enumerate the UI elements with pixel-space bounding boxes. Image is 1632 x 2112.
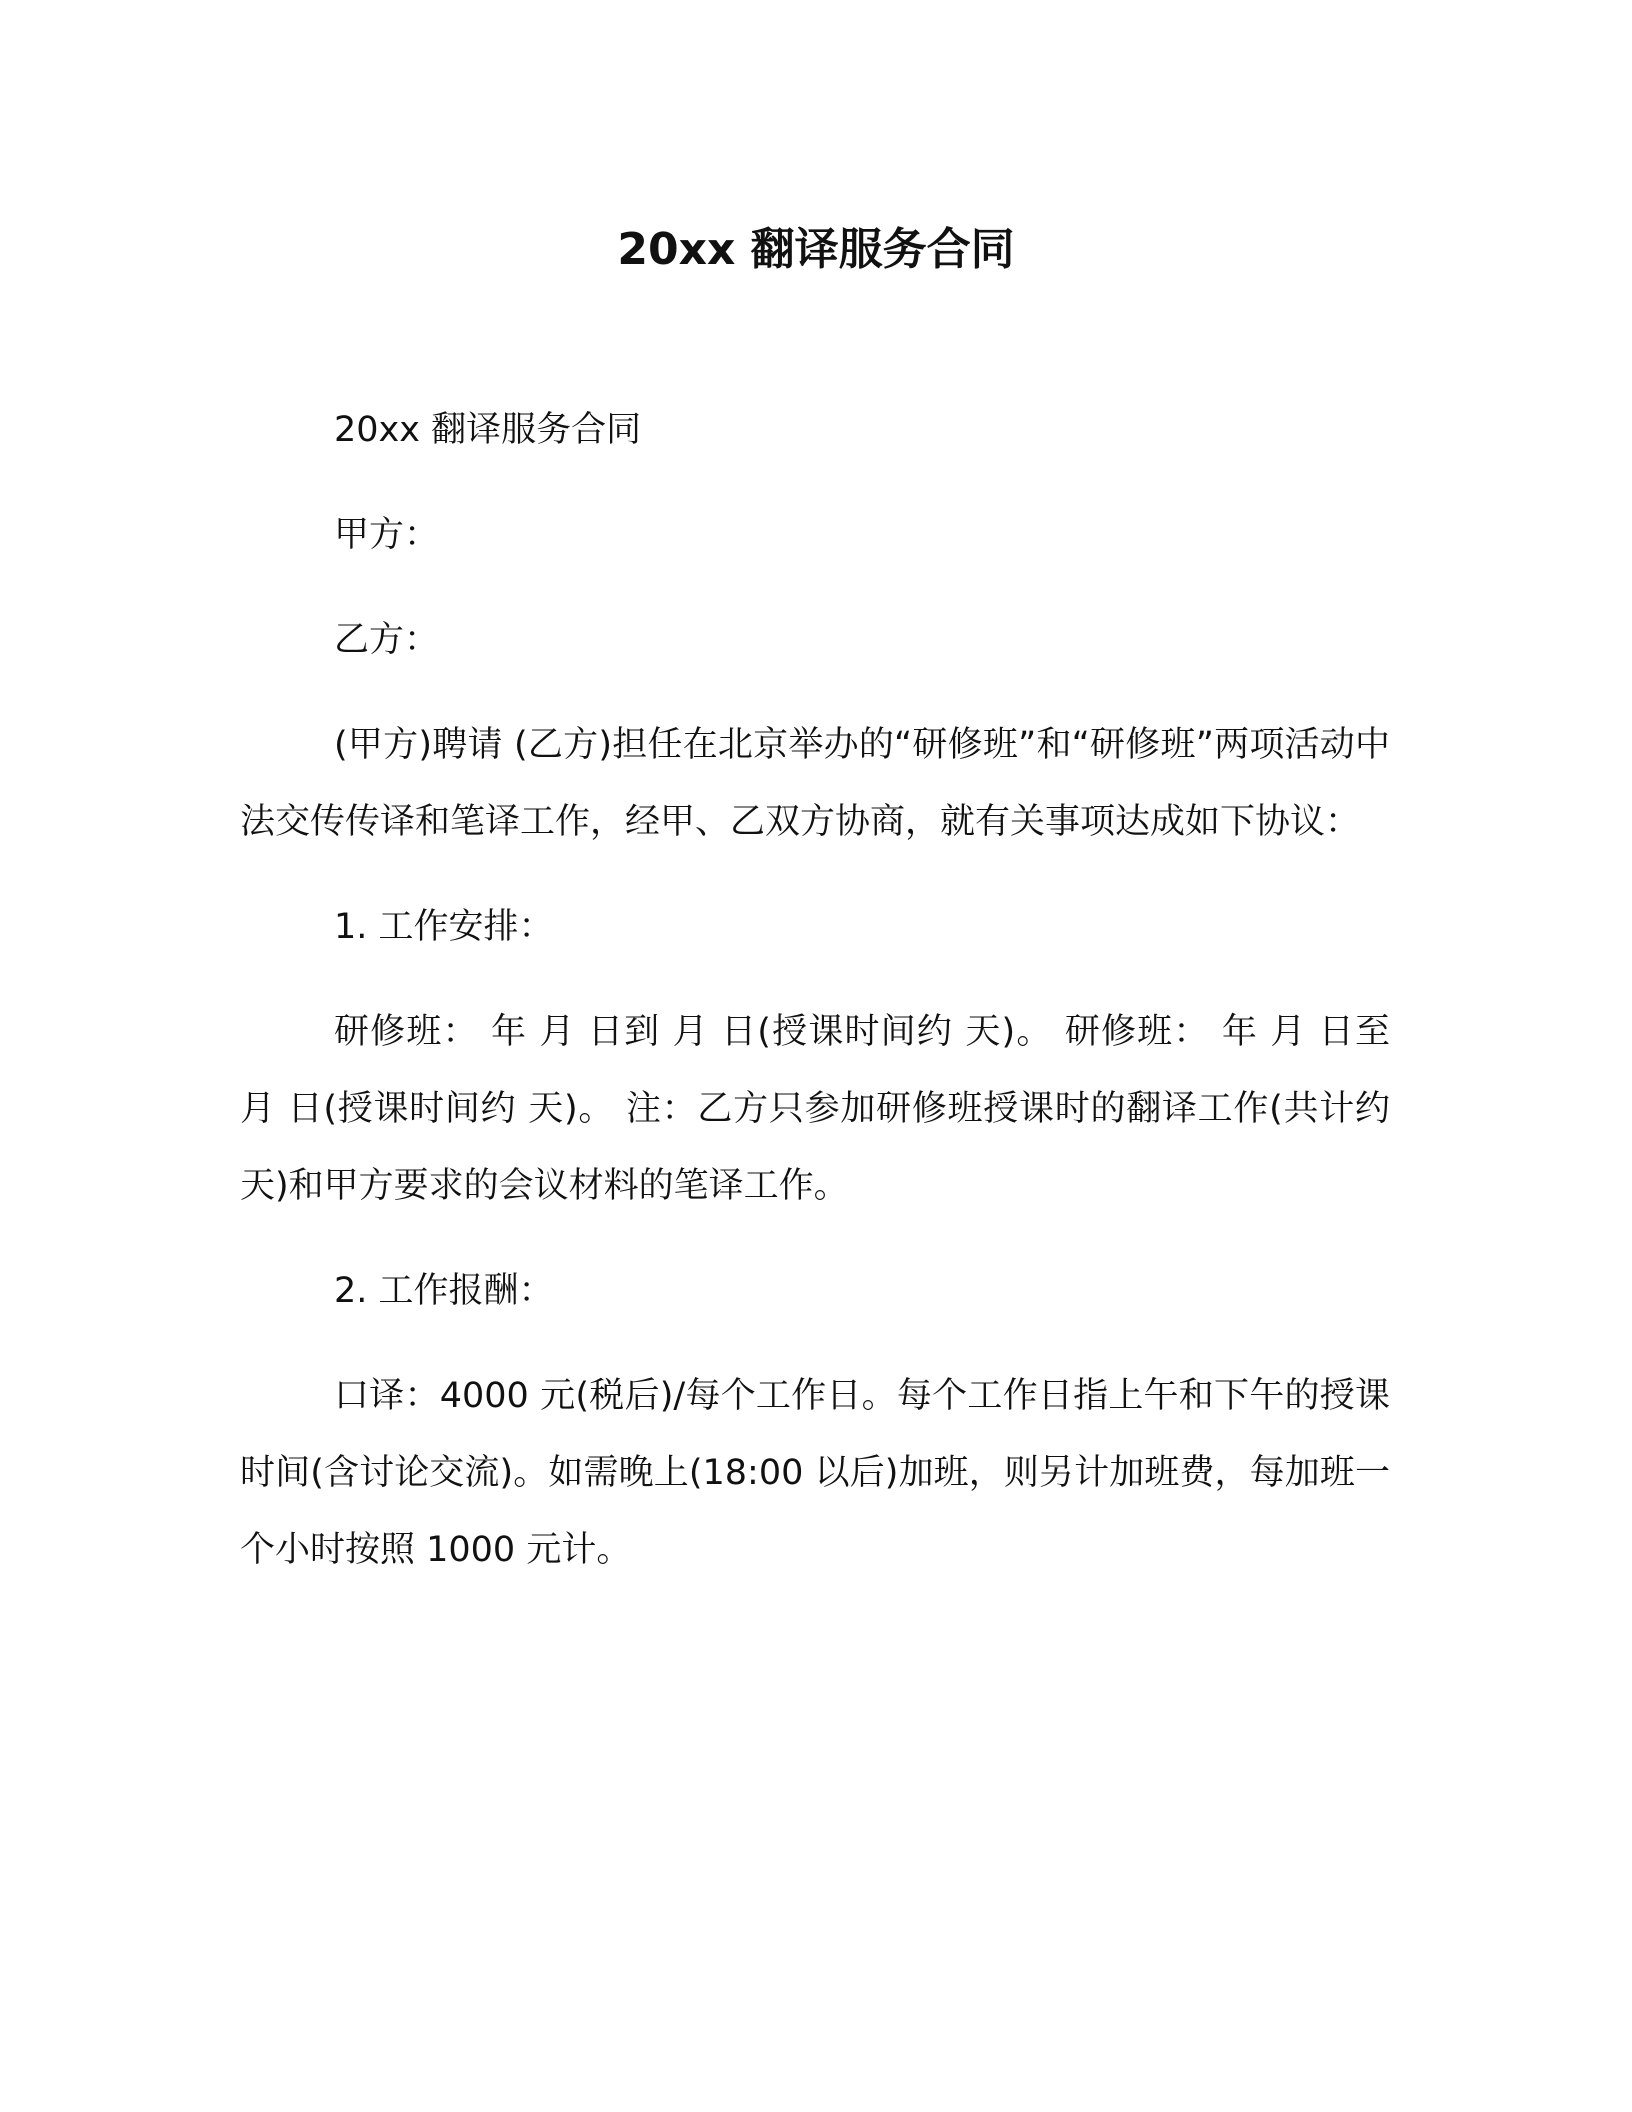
remuneration-paragraph: 口译：4000 元(税后)/每个工作日。每个工作日指上午和下午的授课时间(含讨论交流)。如需晚上(18:00 以后)加班，则另计加班费，每加班一个小时按照 1000 元计。	[240, 1376, 1390, 1570]
work-arrangement-paragraph: 研修班： 年 月 日到 月 日(授课时间约 天)。 研修班： 年 月 日至 月 日(授课时间约 天)。 注：乙方只参加研修班授课时的翻译工作(共计约 天)和甲方要求的会议材料的笔译工作。	[240, 1012, 1390, 1206]
party-a-line: 甲方：	[334, 515, 440, 555]
document-body	[240, 392, 1390, 1617]
section-heading-remuneration: 2. 工作报酬：	[334, 1271, 554, 1311]
document-title: 20xx 翻译服务合同	[617, 224, 1015, 275]
party-b-line: 乙方：	[334, 620, 440, 660]
subtitle-paragraph: 20xx 翻译服务合同	[334, 410, 642, 450]
section-heading-work-arrangement: 1. 工作安排：	[334, 907, 554, 947]
intro-paragraph: (甲方)聘请 (乙方)担任在北京举办的“研修班”和“研修班”两项活动中法交传传译和笔译工作，经甲、乙双方协商，就有关事项达成如下协议：	[240, 725, 1390, 842]
